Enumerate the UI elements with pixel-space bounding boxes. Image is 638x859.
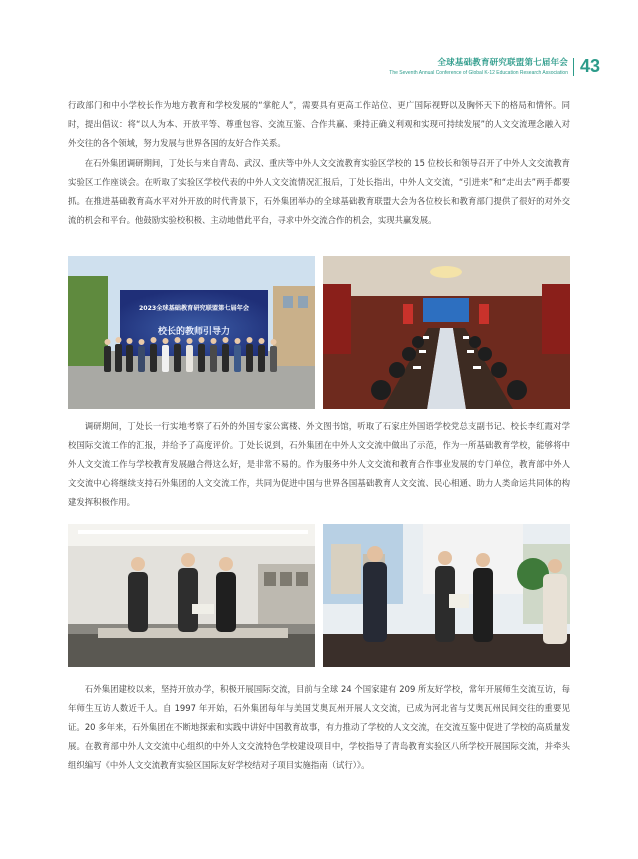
group-photo-illustration — [68, 256, 315, 409]
meeting-room-photo — [323, 256, 570, 409]
paragraph-3-text: 调研期间，丁处长一行实地考察了石外的外国专家公寓楼、外文图书馆，听取了石家庄外国语学校党总支副书记、校长李红霞对学校国际交流工作的汇报，并给予了高度评价。丁处长说到，石外集团在中外人文交流中做出了示范，作为一所基础教育学校，能够将中外人文交流工作与学校教育发展融合得这么好，是非常不易的。作为服务中外人文交流和教育合作事业发展的专门单位，教育部中外人文交流中心将继续支持石外集团的人文交流工作，共同为促进中国与世界各国基础教育人文交流、民心相通、助力人类命运共同体的构建发挥积极作用。 — [68, 421, 570, 507]
paragraph-2 — [68, 154, 570, 230]
paragraph-2-text: 在石外集团调研期间，丁处长与来自青岛、武汉、重庆等中外人文交流教育实验区学校的 15 位校长和领导召开了中外人文交流教育实验区工作座谈会。在听取了实验区学校代表的中外人文交流情况汇报后，丁处长指出，中外人文交流，“引进来”和“走出去”两手都要抓。在推进基础教育高水平对外开放的时代背景下，石外集团举办的全球基础教育联盟大会为各位校长和教育部门提供了很好的对外交流的机会和平台。他鼓励实验校积极、主动地借此平台，寻求中外交流合作的机会，实现共赢发展。 — [68, 158, 570, 225]
library-visit-illustration — [68, 524, 315, 667]
paragraph-3 — [68, 417, 570, 512]
banner-subtitle-text: 校长的教师引导力 — [157, 327, 231, 337]
header-subtitle: The Seventh Annual Conference of Global K-12 Education Research Association — [389, 70, 568, 76]
header-title: 全球基础教育研究联盟第七届年会 — [437, 58, 568, 68]
paragraph-1-text: 行政部门和中小学校长作为地方教育和学校发展的“掌舵人”，需要具有更高工作站位、更广国际视野以及胸怀天下的格局和情怀。同时，提出倡议：将“以人为本、开放平等、尊重包容、交流互鉴、合作共赢、秉持正确义利观和实现可持续发展”的人文交流理念融入对外交往的各个领域，努力发展与世界各国的友好合作关系。 — [68, 100, 570, 148]
gift-exchange-illustration — [323, 524, 570, 667]
header-divider — [573, 58, 574, 76]
meeting-room-illustration — [323, 256, 570, 409]
page-number: 43 — [579, 56, 600, 76]
gift-exchange-photo — [323, 524, 570, 667]
running-header — [389, 56, 568, 76]
banner-title-text: 2023全球基础教育研究联盟第七届年会 — [138, 305, 250, 312]
paragraph-1 — [68, 96, 570, 153]
group-photo-banner — [68, 256, 315, 409]
library-visit-photo — [68, 524, 315, 667]
paragraph-4 — [68, 680, 570, 775]
paragraph-4-text: 石外集团建校以来，坚持开放办学，积极开展国际交流，目前与全球 24 个国家建有 209 所友好学校，常年开展师生交流互访，每年师生互访人数近千人。自 1997 年开始，石外集团每年与美国艾奥瓦州开展人文交流，已成为河北省与艾奥瓦州民间交往的重要见证。20 多年来，石外集团在不断地探索和实践中讲好中国教育故事，有力推动了学校的人文交流，在交流互鉴中促进了学校的高质量发展。在教育部中外人文交流中心组织的中外人文交流特色学校建设项目中，学校指导了青岛教育实验区八所学校开展国际交流，并牵头组织编写《中外人文交流教育实验区国际友好学校结对子项目实施指南（试行）》。 — [68, 684, 570, 770]
